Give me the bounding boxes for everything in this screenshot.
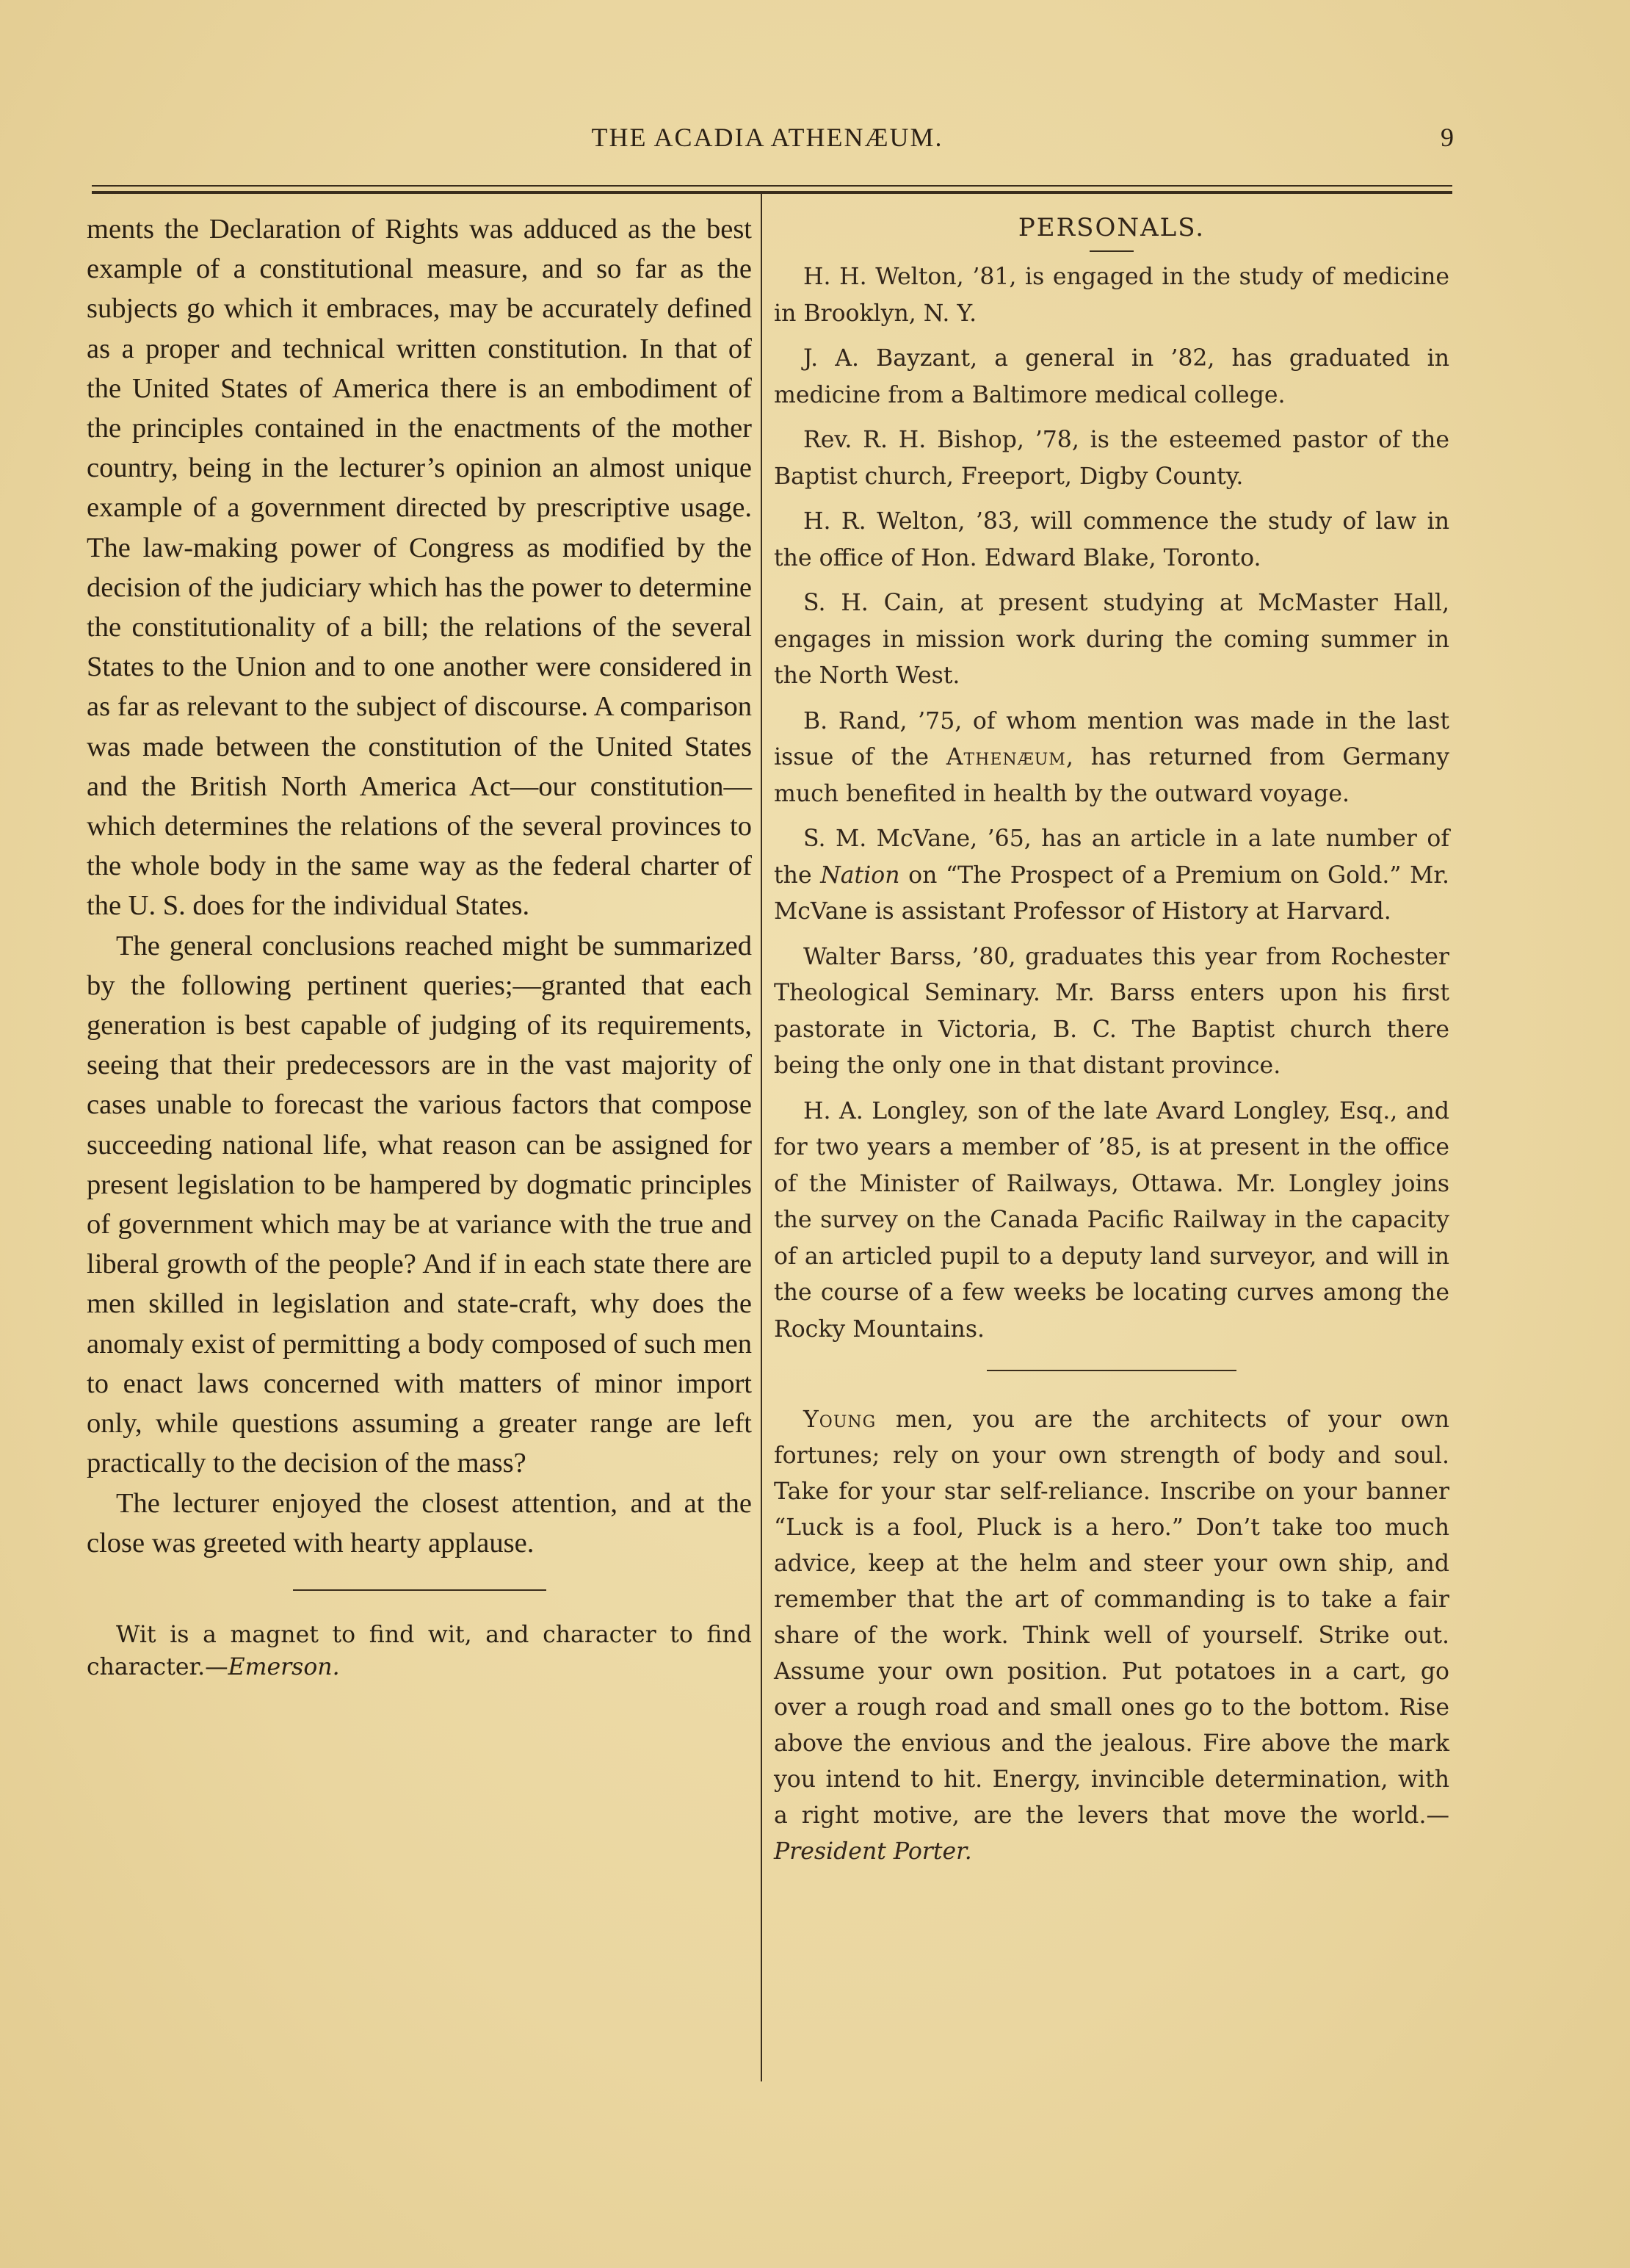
personal-item-longley: H. A. Longley, son of the late Avard Longley, Esq., and for two years a member of ’85, is at present in the office of the Minister of Railways, Ottawa. Mr. Longley joins the survey on the Canada Pacific Railway in the capacity of an articled pupil to a deputy land surveyor, and will in the course of a few weeks be locating curves among the Rocky Mountains. (774, 1097, 1449, 1343)
header-rule-top (92, 185, 1452, 187)
lecture-paragraph-2: The general conclusions reached might be summarized by the following pertinent queries;—granted that each generation is best capable of judging of its requirements, seeing that their predecessors are in the vast majority of cases unable to forecast the various factors that compose succeeding national life, what reason can be assigned for present legislation to be hampered by dogmatic principles of government which may be at variance with the true and liberal growth of the people? And if in each state there are men skilled in legislation and state-craft, why does the anomaly exist of permitting a body composed of such men to enact laws concerned with matters of minor import only, while questions assuming a greater range are left practically to the decision of the mass? (87, 930, 752, 1479)
header-rule-bottom (92, 191, 1452, 194)
lecture-paragraph-1: ments the Declaration of Rights was adduced as the best example of a constitutional measure, and so far as the subjects go which it embraces, may be accurately defined as a proper and technical written constitution. In that of the United States of America there is an embodiment of the principles contained in the enactments of the mother country, being in the lecturer’s opinion an almost unique example of a government directed by prescriptive usage. The law-making power of Congress as modified by the decision of the judiciary which has the power to determine the constitutionality of a bill; the relations of the several States to the Union and to one another were considered in as far as relevant to the subject of discourse. A comparison was made between the constitution of the United States and the British North America Act—our constitution—which determines the relations of the several provinces to the whole body in the same way as the federal charter of the U. S. does for the individual States. (87, 214, 752, 922)
personal-item-barss: Walter Barss, ’80, graduates this year from Rochester Theological Seminary. Mr. Barss enters upon his first pastorate in Victoria, B. C. The Baptist church there being the only one in that distant province. (774, 943, 1449, 1079)
left-column (87, 209, 752, 1683)
personal-item: H. H. Welton, ’81, is engaged in the study of medicine in Brooklyn, N. Y. (774, 264, 1449, 327)
lecture-paragraph-3: The lecturer enjoyed the closest attention, and at the close was greeted with hearty applause. (87, 1487, 752, 1559)
mcvane-text-2: on “The Prospect of a Premium on Gold.” Mr. McVane is assistant Professor of History at Harvard. (774, 862, 1449, 925)
personal-item: S. H. Cain, at present studying at McMaster Hall, engages in mission work during the coming summer in the North West. (774, 590, 1449, 689)
mcvane-text-1: S. M. McVane, ’65, has an article in a late number of the (774, 826, 1449, 889)
mcvane-journal: Nation (820, 862, 900, 889)
rand-journal: Athenæum (946, 744, 1066, 770)
emerson-quote (87, 1619, 752, 1683)
page-number: 9 (1441, 123, 1454, 152)
right-column (774, 209, 1449, 1879)
personal-item: H. R. Welton, ’83, will commence the study of law in the office of Hon. Edward Blake, Toronto. (774, 508, 1449, 571)
personals-heading: PERSONALS. (1018, 213, 1206, 242)
young-men-text: men, you are the architects of your own fortunes; rely on your own strength of body and soul. Take for your star self-reliance. Inscribe on your banner “Luck is a fool, Pluck is a hero.” Don’t take too much advice, keep at the helm and steer your own ship, and remember that the art of commanding is to take a fair share of the work. Think well of yourself. Strike out. Assume your own position. Put potatoes in a cart, go over a rough road and small ones go to the bottom. Rise above the envious and the jealous. Fire above the mark you intend to hit. Energy, invincible determination, with a right motive, are the levers that move the world.— (774, 1406, 1449, 1829)
running-title: THE ACADIA ATHENÆUM. (591, 123, 943, 152)
rand-text-1: B. Rand, ’75, of whom mention was made in the last issue of the (774, 707, 1449, 770)
column-divider (761, 194, 762, 2081)
section-divider-left (293, 1589, 546, 1591)
personals-heading-rule (1090, 250, 1134, 252)
running-head (81, 122, 1454, 166)
emerson-quote-text: Wit is a magnet to find wit, and character to find character.— (87, 1621, 752, 1680)
personal-item-mcvane (774, 821, 1449, 931)
young-men-lead: Young (803, 1406, 877, 1433)
rand-text-2: , has returned from Germany much benefited in health by the outward voyage. (774, 744, 1449, 807)
personal-item: J. A. Bayzant, a general in ’82, has graduated in medicine from a Baltimore medical college. (774, 345, 1449, 408)
young-men-author: President Porter. (774, 1838, 972, 1865)
personal-item-rand (774, 704, 1449, 813)
young-men-paragraph (774, 1402, 1449, 1870)
section-divider-right (987, 1370, 1236, 1371)
personal-item: Rev. R. H. Bishop, ’78, is the esteemed pastor of the Baptist church, Freeport, Digby County. (774, 427, 1449, 490)
emerson-quote-author: Emerson. (228, 1653, 340, 1680)
